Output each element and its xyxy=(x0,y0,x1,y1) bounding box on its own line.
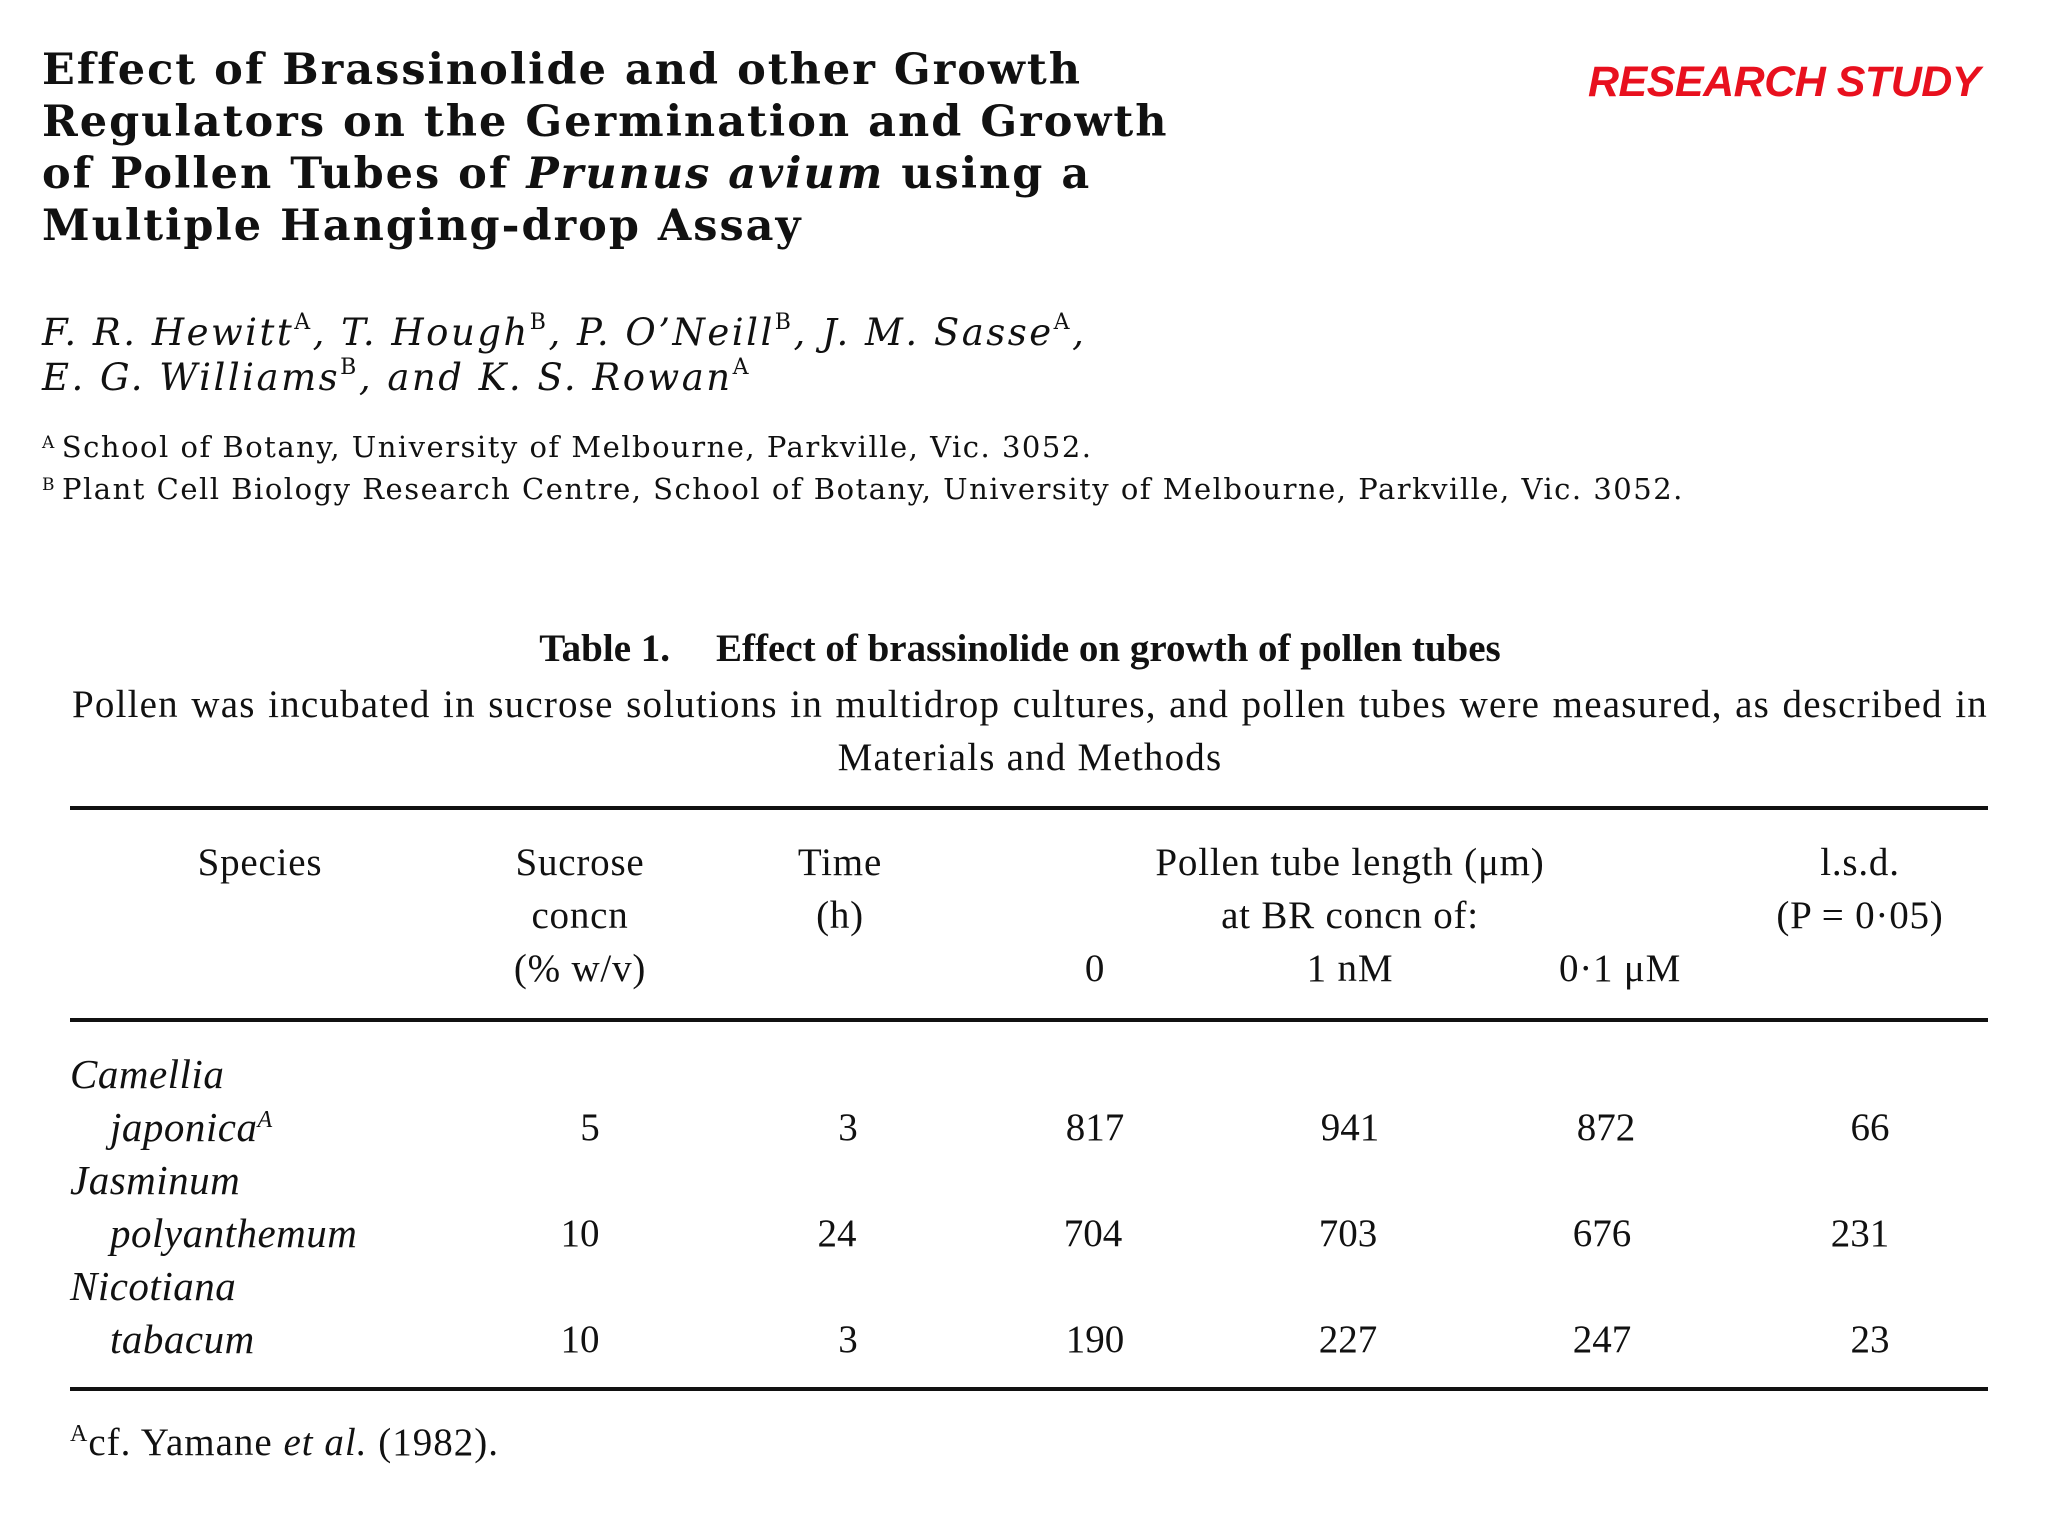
author-list xyxy=(42,310,1542,400)
col-header-br-0-1um: 0·1 μM xyxy=(1558,947,1682,990)
title-line-1: Effect of Brassinolide and other Growth xyxy=(42,45,1083,95)
cell-br-0-1um: 872 xyxy=(1576,1106,1636,1149)
col-header-tube-length xyxy=(1050,836,1650,942)
col-header-species: Species xyxy=(197,841,323,884)
title-line-3 xyxy=(42,148,1462,200)
species-name-italic: Prunus avium xyxy=(526,149,885,199)
affiliation-mark: A xyxy=(1053,310,1073,335)
species-epithet xyxy=(110,1101,273,1154)
cell-br-1nm: 941 xyxy=(1320,1106,1380,1149)
cell-time: 3 xyxy=(838,1318,858,1361)
author-name: J. M. Sasse xyxy=(822,311,1054,354)
cell-br-1nm: 227 xyxy=(1318,1318,1378,1361)
col-header-time xyxy=(740,836,940,942)
epithet-text: japonica xyxy=(110,1104,258,1150)
col-header-lsd xyxy=(1740,836,1980,942)
affiliation-mark: A xyxy=(294,310,313,335)
epithet-text: polyanthemum xyxy=(110,1210,358,1256)
cell-br-0: 817 xyxy=(1065,1106,1125,1149)
title-line-3-start: of Pollen Tubes of xyxy=(42,149,527,199)
cell-br-0: 190 xyxy=(1065,1318,1125,1361)
table-header-rule xyxy=(70,1018,1988,1022)
cell-sucrose: 5 xyxy=(580,1106,600,1149)
author-name: E. G. Williams xyxy=(42,356,341,399)
author xyxy=(341,311,577,354)
species-genus: Jasminum xyxy=(70,1157,241,1203)
header-line: (% w/v) xyxy=(513,947,647,990)
col-header-sucrose xyxy=(460,836,700,995)
author xyxy=(822,311,1086,354)
cell-br-0-1um: 247 xyxy=(1572,1318,1632,1361)
table-title-text: Effect of brassinolide on growth of pollen tubes xyxy=(716,627,1501,670)
author-separator: , xyxy=(312,311,342,354)
affiliations xyxy=(42,424,2022,508)
cell-lsd: 231 xyxy=(1830,1212,1890,1255)
species-genus: Nicotiana xyxy=(70,1263,237,1309)
paper-title xyxy=(42,44,1462,252)
footnote-text-end: (1982). xyxy=(367,1421,499,1464)
footnote-mark: A xyxy=(257,1107,273,1133)
col-header-br-0: 0 xyxy=(1084,947,1106,990)
author-name: K. S. Rowan xyxy=(478,356,733,399)
research-study-badge: RESEARCH STUDY xyxy=(1588,58,1980,106)
species-epithet xyxy=(110,1313,255,1366)
header-line: Pollen tube length (μm) xyxy=(1155,841,1545,884)
author-name: P. O’Neill xyxy=(577,311,775,354)
table-footnote xyxy=(70,1420,499,1465)
cell-time: 3 xyxy=(838,1106,858,1149)
species-genus: Camellia xyxy=(70,1051,225,1097)
author-name: T. Hough xyxy=(341,311,530,354)
cell-sucrose: 10 xyxy=(560,1318,600,1361)
cell-lsd: 66 xyxy=(1850,1106,1890,1149)
affiliation-text: Plant Cell Biology Research Centre, School of Botany, University of Melbourne, Parkville, Vic. 3052. xyxy=(62,472,1684,506)
header-line: Sucrose xyxy=(515,841,645,884)
affiliation-a xyxy=(42,424,2022,466)
title-line-3-end: using a xyxy=(884,149,1092,199)
header-line: Time xyxy=(797,841,883,884)
affiliation-b xyxy=(42,466,2022,508)
affiliation-mark: B xyxy=(774,310,794,335)
author-line-1 xyxy=(42,310,1542,355)
author-separator: , xyxy=(1072,311,1087,354)
author xyxy=(479,356,751,399)
author xyxy=(42,311,341,354)
table-caption: Pollen was incubated in sucrose solutions in multidrop cultures, and pollen tubes were measured, as described in Materials and Methods xyxy=(72,683,1988,779)
header-line: (h) xyxy=(816,894,864,937)
table-bottom-rule xyxy=(70,1387,1988,1391)
affiliation-mark: B xyxy=(42,475,56,495)
footnote-italic: et al. xyxy=(283,1421,368,1464)
footnote-text: cf. Yamane xyxy=(88,1421,284,1464)
affiliation-mark: A xyxy=(732,355,751,380)
footnote-mark: A xyxy=(70,1421,89,1447)
title-line-2: Regulators on the Germination and Growth xyxy=(42,97,1169,147)
table-top-rule xyxy=(70,806,1988,810)
cell-br-0-1um: 676 xyxy=(1572,1212,1632,1255)
header-line: concn xyxy=(531,894,629,937)
affiliation-text: School of Botany, University of Melbourne, Parkville, Vic. 3052. xyxy=(61,430,1093,464)
header-line: at BR concn of: xyxy=(1221,894,1479,937)
table-label: Table 1. xyxy=(539,627,671,670)
author-separator: , and xyxy=(358,356,479,399)
affiliation-mark: A xyxy=(42,433,56,453)
affiliation-mark: B xyxy=(529,310,549,335)
cell-br-1nm: 703 xyxy=(1318,1212,1378,1255)
cell-br-0: 704 xyxy=(1063,1212,1123,1255)
epithet-text: tabacum xyxy=(110,1316,255,1362)
title-line-4: Multiple Hanging-drop Assay xyxy=(42,201,803,251)
author-separator: , xyxy=(793,311,822,354)
author xyxy=(577,311,822,354)
header-line: (P = 0·05) xyxy=(1776,894,1944,937)
cell-lsd: 23 xyxy=(1850,1318,1890,1361)
cell-time: 24 xyxy=(817,1212,857,1255)
affiliation-mark: B xyxy=(340,355,359,380)
species-epithet xyxy=(110,1207,357,1260)
author-separator: , xyxy=(548,311,577,354)
author-name: F. R. Hewitt xyxy=(42,311,295,354)
header-line: l.s.d. xyxy=(1820,841,1900,884)
table-title xyxy=(40,626,2000,671)
author xyxy=(42,356,479,399)
col-header-br-1nm: 1 nM xyxy=(1306,947,1394,990)
author-line-2 xyxy=(42,355,1542,400)
cell-sucrose: 10 xyxy=(560,1212,600,1255)
